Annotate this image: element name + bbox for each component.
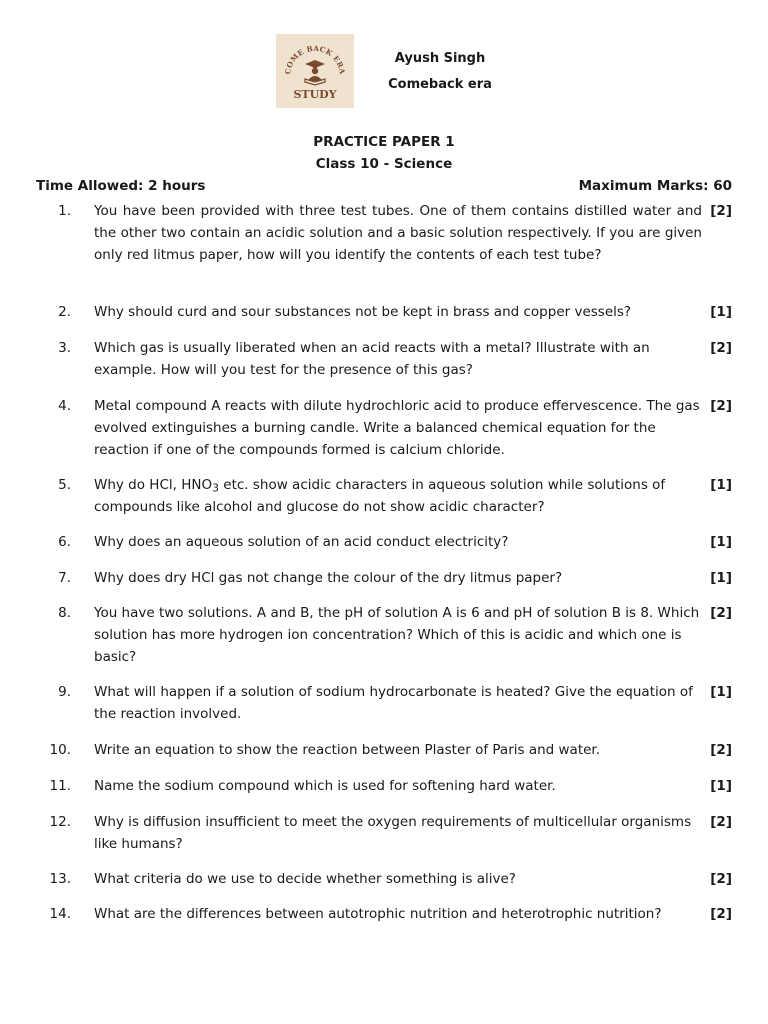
question-text: Name the sodium compound which is used for softening hard water. xyxy=(94,778,556,794)
question-number: 8. xyxy=(58,605,71,621)
question-text: Write an equation to show the reaction between Plaster of Paris and water. xyxy=(94,742,601,758)
paper-title: PRACTICE PAPER 1 xyxy=(313,134,455,150)
question-number: 4. xyxy=(58,398,71,414)
logo-bottom-text: STUDY xyxy=(293,88,337,101)
author-name: Ayush Singh xyxy=(394,51,486,66)
logo-top-text: COME BACK ERA xyxy=(282,43,348,75)
question-marks: [2] xyxy=(710,742,732,758)
question-text: Why does an aqueous solution of an acid conduct electricity? xyxy=(94,534,509,550)
question-marks: [1] xyxy=(710,304,732,320)
graduate-reading-icon xyxy=(305,60,325,85)
question-number: 6. xyxy=(58,534,71,550)
question-marks: [2] xyxy=(710,203,732,219)
question-marks: [1] xyxy=(710,534,732,550)
question-text: Why should curd and sour substances not be kept in brass and copper vessels? xyxy=(94,304,632,320)
question-number: 13. xyxy=(49,871,71,887)
question-text-part: etc. show acidic characters in aqueous solution while solutions of compounds like alcohol and glucose do not show acidic character? xyxy=(94,477,666,515)
time-allowed: Time Allowed: 2 hours xyxy=(36,178,206,194)
question-text: Why is diffusion insufficient to meet the oxygen requirements of multicellular organisms like humans? xyxy=(94,814,692,852)
question-marks: [1] xyxy=(710,477,732,493)
question-marks: [2] xyxy=(710,340,732,356)
question-text xyxy=(94,474,702,518)
question-marks: [2] xyxy=(710,906,732,922)
question-number: 2. xyxy=(58,304,71,320)
question-text: What are the differences between autotrophic nutrition and heterotrophic nutrition? xyxy=(94,906,662,922)
question-text: Why does dry HCl gas not change the colour of the dry litmus paper? xyxy=(94,570,563,586)
question-text: What will happen if a solution of sodium hydrocarbonate is heated? Give the equation of the reaction involved. xyxy=(94,684,693,722)
logo xyxy=(276,34,354,108)
question-marks: [2] xyxy=(710,605,732,621)
maximum-marks: Maximum Marks: 60 xyxy=(578,178,732,194)
subscript: 3 xyxy=(212,481,219,495)
logo-graphic xyxy=(276,34,354,108)
question-number: 9. xyxy=(58,684,71,700)
question-marks: [2] xyxy=(710,871,732,887)
question-marks: [1] xyxy=(710,570,732,586)
question-marks: [2] xyxy=(710,814,732,830)
question-text: What criteria do we use to decide whether something is alive? xyxy=(94,871,516,887)
question-text: Which gas is usually liberated when an acid reacts with a metal? Illustrate with an example. How will you test for the presence of this gas? xyxy=(94,340,650,378)
question-number: 14. xyxy=(49,906,71,922)
question-number: 3. xyxy=(58,340,71,356)
question-text: You have two solutions. A and B, the pH of solution A is 6 and pH of solution B is 8. Which solution has more hydrogen ion concentration? Which of this is acidic and which one is basic? xyxy=(94,605,700,665)
question-marks: [1] xyxy=(710,684,732,700)
question-marks: [2] xyxy=(710,398,732,414)
question-number: 12. xyxy=(49,814,71,830)
question-number: 10. xyxy=(49,742,71,758)
organization-name: Comeback era xyxy=(388,77,492,92)
question-text: Metal compound A reacts with dilute hydrochloric acid to produce effervescence. The gas evolved extinguishes a burning candle. Write a balanced chemical equation for the reaction if one of the compounds formed is calcium chloride. xyxy=(94,398,700,458)
question-number: 5. xyxy=(58,477,71,493)
question-text-part: Why do HCl, HNO xyxy=(94,477,213,493)
question-marks: [1] xyxy=(710,778,732,794)
question-number: 1. xyxy=(58,203,71,219)
question-text: You have been provided with three test tubes. One of them contains distilled water and the other two contain an acidic solution and a basic solution respectively. If you are given only red litmus paper, how will you identify the contents of each test tube? xyxy=(94,203,702,263)
class-subject: Class 10 - Science xyxy=(315,156,453,172)
question-number: 11. xyxy=(49,778,71,794)
question-number: 7. xyxy=(58,570,71,586)
